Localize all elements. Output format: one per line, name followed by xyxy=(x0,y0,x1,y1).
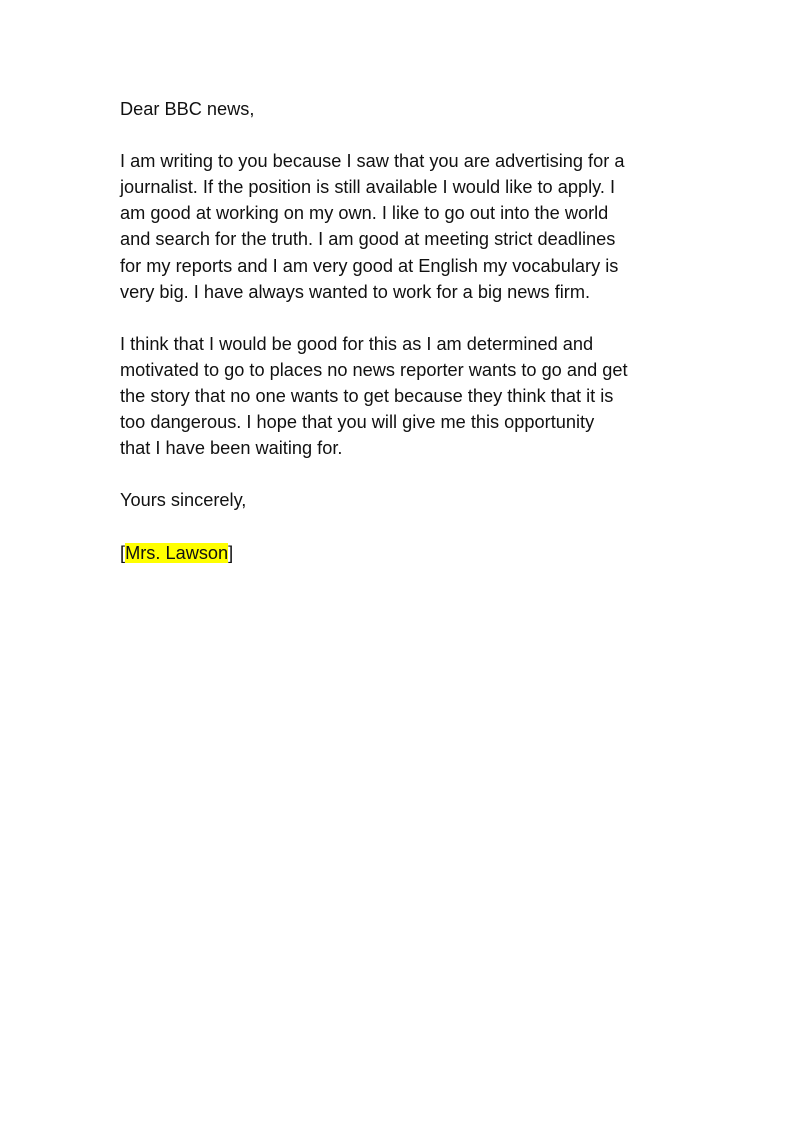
paragraph-1-line-1: I am writing to you because I saw that you are advertising for a xyxy=(120,151,625,172)
paragraph-1-line-3: am good at working on my own. I like to go out into the world xyxy=(120,203,609,224)
signature-line xyxy=(120,540,680,566)
signature-close-bracket: ] xyxy=(228,542,234,563)
paragraph-2-line-3: the story that no one wants to get because they think that it is xyxy=(120,386,614,407)
paragraph-1-line-4: and search for the truth. I am good at meeting strict deadlines xyxy=(120,229,616,250)
paragraph-2-line-4: too dangerous. I hope that you will give me this opportunity xyxy=(120,412,595,433)
letter-body xyxy=(120,96,680,592)
salutation xyxy=(120,96,680,122)
paragraph-2 xyxy=(120,331,680,461)
salutation-line: Dear BBC news, xyxy=(120,99,255,119)
paragraph-2-line-5: that I have been waiting for. xyxy=(120,438,343,459)
closing-line: Yours sincerely, xyxy=(120,490,247,511)
paragraph-2-line-2: motivated to go to places no news reporter wants to go and get xyxy=(120,359,628,380)
closing xyxy=(120,487,680,513)
signature-name-highlighted: Mrs. Lawson xyxy=(125,542,229,563)
signature-open-bracket: [ xyxy=(120,542,126,563)
paragraph-1-line-6: very big. I have always wanted to work for a big news firm. xyxy=(120,281,591,302)
paragraph-1-line-5: for my reports and I am very good at English my vocabulary is xyxy=(120,255,619,276)
paragraph-2-line-1: I think that I would be good for this as I am determined and xyxy=(120,333,594,354)
paragraph-1 xyxy=(120,148,680,305)
signature xyxy=(120,540,680,566)
paragraph-1-line-2: journalist. If the position is still available I would like to apply. I xyxy=(120,177,616,198)
